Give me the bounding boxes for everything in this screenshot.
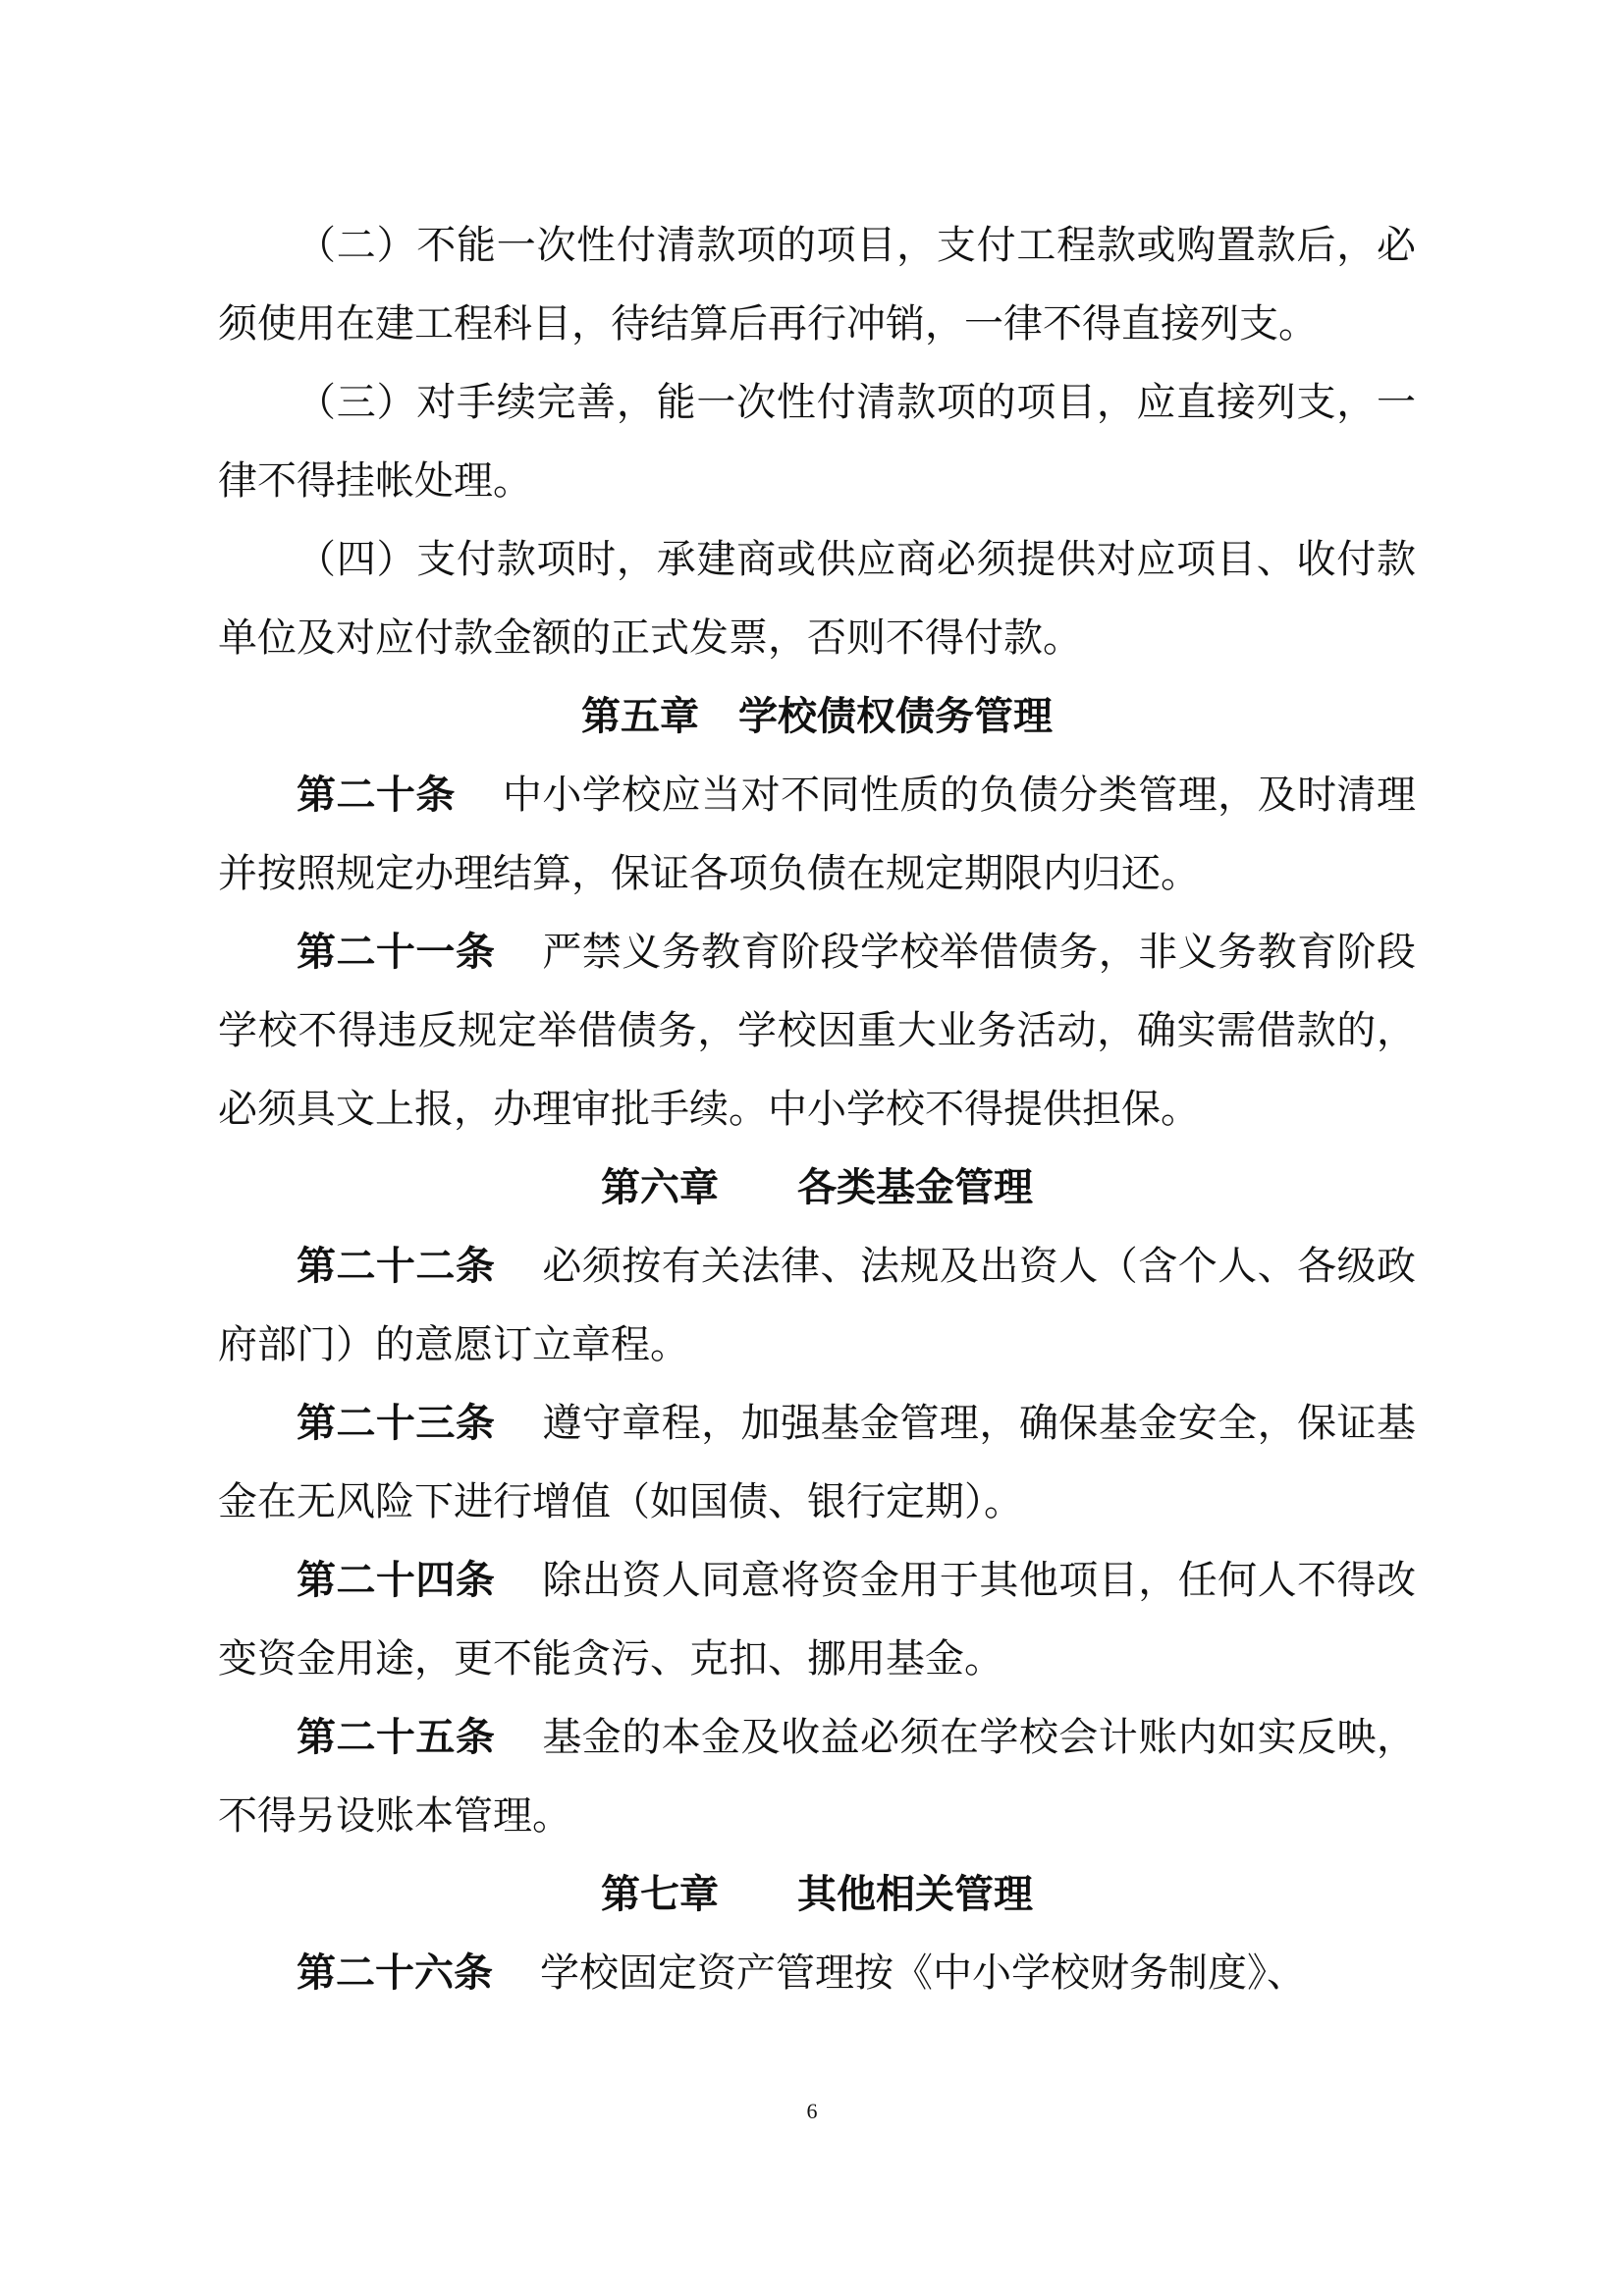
article-21 (218, 913, 1416, 1148)
chapter-6-title: 第六章 各类基金管理 (601, 1165, 1033, 1210)
article-label: 第二十一条 (297, 930, 496, 975)
article-22 (218, 1227, 1416, 1384)
page-content (218, 206, 1416, 2012)
article-25 (218, 1698, 1416, 1855)
article-label: 第二十四条 (297, 1558, 496, 1603)
article-text: 学校固定资产管理按《中小学校财务制度》、 (540, 1950, 1306, 1996)
article-text: 除出资人同意将资金用于其他项目，任何人不得改变资金用途，更不能贪污、克扣、挪用基金。 (218, 1558, 1417, 1682)
paragraph-item-2: （二）不能一次性付清款项的项目，支付工程款或购置款后，必须使用在建工程科目，待结算后再行冲销，一律不得直接列支。 (218, 223, 1416, 347)
article-label: 第二十二条 (297, 1244, 496, 1289)
article-text: 严禁义务教育阶段学校举借债务，非义务教育阶段学校不得违反规定举借债务，学校因重大业务活动，确实需借款的，必须具文上报，办理审批手续。中小学校不得提供担保。 (218, 930, 1417, 1132)
article-26 (218, 1934, 1416, 2012)
article-text: 必须按有关法律、法规及出资人（含个人、各级政府部门）的意愿订立章程。 (218, 1244, 1417, 1367)
chapter-5-title: 第五章 学校债权债务管理 (581, 694, 1053, 739)
article-label: 第二十五条 (297, 1715, 496, 1760)
article-label: 第二十条 (297, 773, 456, 818)
chapter-7-title: 第七章 其他相关管理 (601, 1872, 1033, 1917)
article-24 (218, 1541, 1416, 1698)
article-text: 基金的本金及收益必须在学校会计账内如实反映，不得另设账本管理。 (218, 1715, 1417, 1839)
paragraph-item-4: （四）支付款项时，承建商或供应商必须提供对应项目、收付款单位及对应付款金额的正式发票，否则不得付款。 (218, 537, 1416, 661)
paragraph-item-3: （三）对手续完善，能一次性付清款项的项目，应直接列支，一律不得挂帐处理。 (218, 380, 1416, 504)
article-20 (218, 756, 1416, 913)
article-text: 中小学校应当对不同性质的负债分类管理，及时清理并按照规定办理结算，保证各项负债在规定期限内归还。 (218, 773, 1417, 896)
article-label: 第二十六条 (297, 1950, 493, 1996)
article-23 (218, 1384, 1416, 1541)
page-number: 6 (806, 2099, 818, 2123)
article-text: 遵守章程，加强基金管理，确保基金安全，保证基金在无风险下进行增值（如国债、银行定期）。 (218, 1401, 1417, 1524)
article-label: 第二十三条 (297, 1401, 496, 1446)
